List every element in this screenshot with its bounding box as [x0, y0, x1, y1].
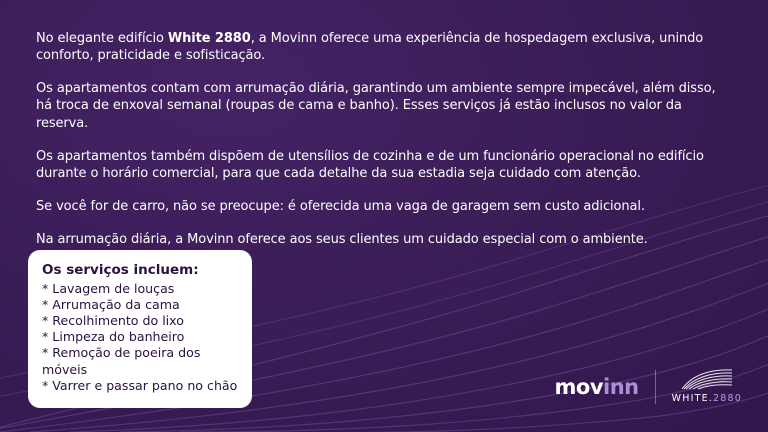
movinn-logo-inn: inn: [603, 374, 639, 399]
list-item: * Arrumação da cama: [42, 297, 180, 313]
movinn-logo-mov: mov: [554, 374, 604, 399]
white2880-label: [672, 393, 742, 404]
list-item: * Remoção de poeira dos móveis: [42, 345, 201, 377]
list-item: * Varrer e passar pano no chão: [42, 377, 238, 393]
white-text: WHITE.: [671, 393, 714, 404]
paragraph-1-after: , a Movinn oferece uma experiência de hospedagem exclusiva, unindo conforto, praticidade e sofisticação.: [36, 31, 704, 64]
list-item: * Lavagem de louças: [42, 281, 175, 296]
services-list: [42, 281, 238, 394]
movinn-logo: [555, 375, 639, 399]
building-arc-icon: [680, 369, 734, 391]
paragraph-5: Na arrumação diária, a Movinn oferece aos seus clientes um cuidado especial com o ambiente.: [36, 232, 648, 248]
white2880-logo: [672, 369, 742, 404]
list-item: * Limpeza do banheiro: [42, 329, 185, 345]
services-card: [28, 250, 252, 408]
services-card-title: Os serviços incluem:: [42, 262, 199, 278]
logo-area: [555, 369, 742, 404]
paragraph-1-bold: White 2880: [167, 31, 251, 46]
paragraph-4: Se você for de carro, não se preocupe: é oferecida uma vaga de garagem sem custo adicional.: [36, 199, 645, 215]
paragraph-2: Os apartamentos contam com arrumação diária, garantindo um ambiente sempre impecável, além disso, há troca de enxoval semanal (roupas de cama e banho). Esses serviços já estão inclusos no valor da reserva.: [36, 81, 716, 131]
white-number: 2880: [713, 393, 742, 404]
logo-divider: [655, 370, 656, 404]
paragraph-3: Os apartamentos também dispõem de utensílios de cozinha e de um funcionário operacional no edifício durante o horário comercial, para que cada detalhe da sua estadia seja cuidado com atenção.: [36, 148, 704, 181]
paragraph-1-before: No elegante edifício: [36, 31, 168, 46]
list-item: * Recolhimento do lixo: [42, 313, 184, 329]
paragraph-1: [36, 30, 732, 64]
